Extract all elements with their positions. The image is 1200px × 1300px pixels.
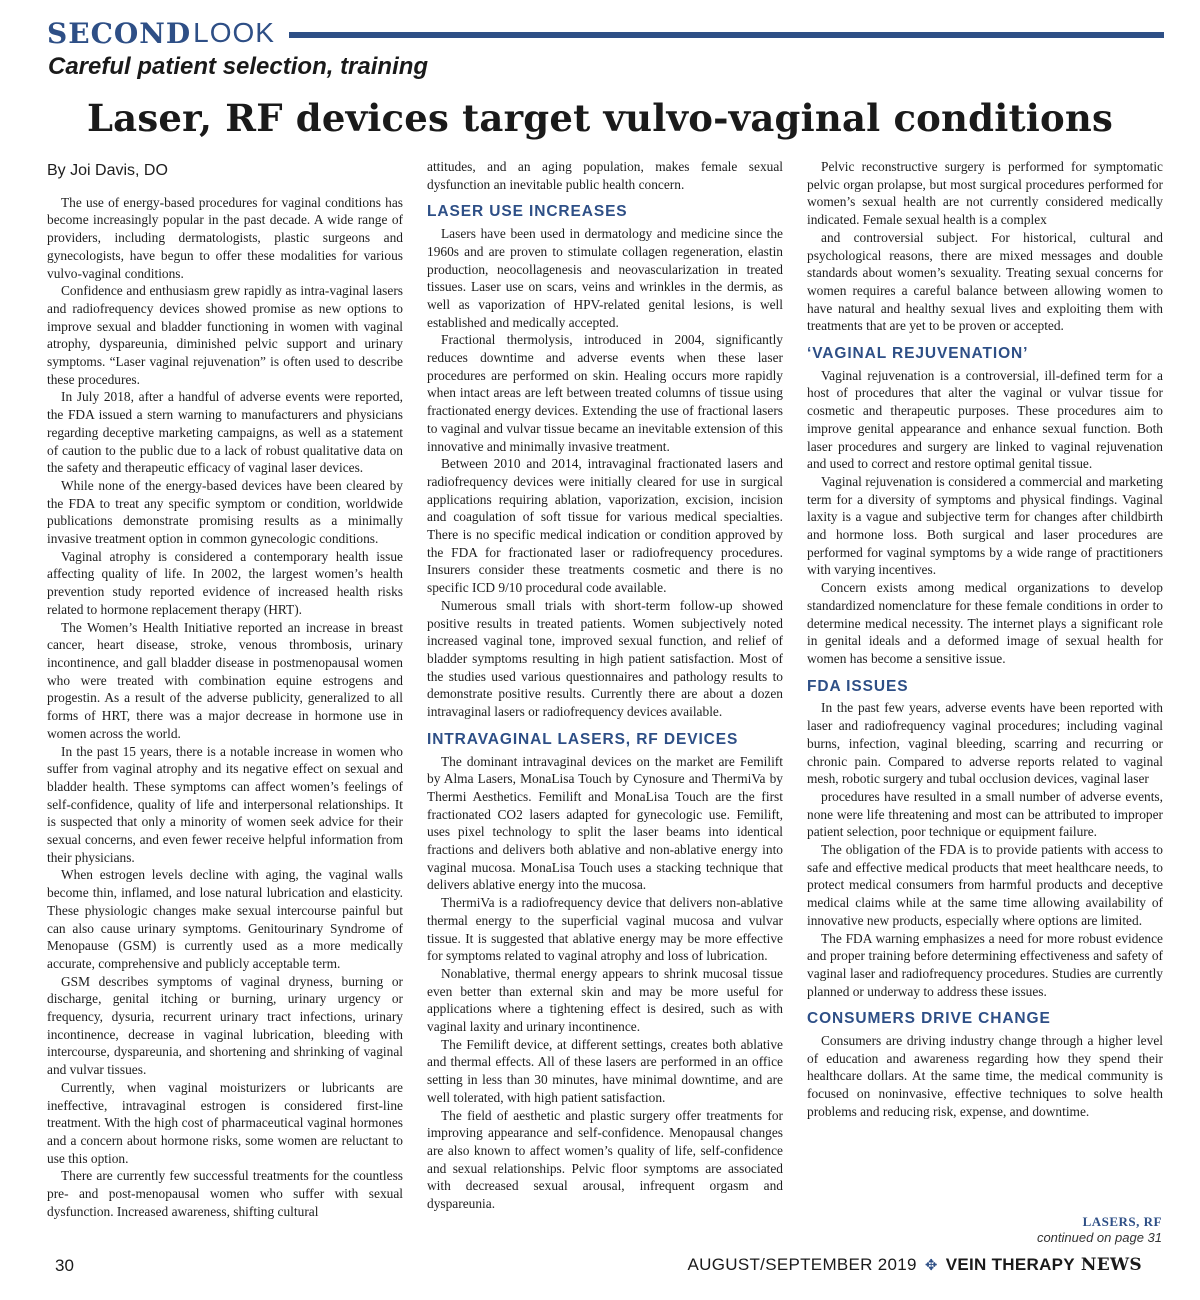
- subhead-vaginal-rejuvenation: ‘VAGINAL REJUVENATION’: [807, 345, 1029, 363]
- paragraph: The dominant intravaginal devices on the market are Femilift by Alma Lasers, MonaLisa Touch by Cynosure and ThermiVa by Thermi Aesthetics. Femilift and MonaLisa Touch are the first fractionated CO2 lasers adapted for gynecologic use. Femilift, uses pixel technology to split the laser beams into identical fractions and delivers both ablative and non-ablative energy into vaginal mucosa. MonaLisa Touch uses a stacking technique that delivers ablative energy into the mucosa.: [427, 753, 783, 893]
- paragraph: Vaginal atrophy is considered a contemporary health issue affecting quality of life. In 2002, the largest women’s health prevention study reported evidence of increased health risks related to hormone replacement therapy (HRT).: [47, 548, 403, 617]
- subhead-laser-use: LASER USE INCREASES: [427, 203, 628, 221]
- paragraph: GSM describes symptoms of vaginal dryness, burning or discharge, genital itching or burning, urinary urgency or frequency, dysuria, recurrent urinary tract infections, urinary incontinence, decrease in vaginal lubrication, bleeding with intercourse, dyspareunia, and shortening and shrinking of vaginal and vulvar tissues.: [47, 973, 403, 1078]
- publication-name: VEIN THERAPY: [945, 1255, 1075, 1274]
- paragraph: Concern exists among medical organizations to develop standardized nomenclature for these female conditions in order to determine medical necessity. The internet plays a significant role in genital ideals and a deformed image of sexual health for women has become a sensitive issue.: [807, 580, 1163, 666]
- subhead-fda-issues: FDA ISSUES: [807, 677, 909, 695]
- issue-date: AUGUST/SEPTEMBER 2019: [687, 1255, 917, 1274]
- subhead-consumers: CONSUMERS DRIVE CHANGE: [807, 1010, 1051, 1028]
- continued-reference: [1037, 1214, 1162, 1246]
- paragraph: Consumers are driving industry change through a higher level of education and awareness regarding how they spend their healthcare dollars. At the same time, the medical community is focused on noninvasive, effective techniques to solve health problems and reducing risk, expense, and downtime.: [807, 1033, 1163, 1119]
- paragraph: Nonablative, thermal energy appears to shrink mucosal tissue even better than external skin and may be more useful for applications where a tightening effect is desired, such as with vaginal laxity and urinary incontinence.: [427, 965, 783, 1035]
- paragraph: and controversial subject. For historical, cultural and psychological reasons, there are mixed messages and double standards about women’s sexuality. Treating sexual concerns for women requires a careful balance between allowing women to have natural and healthy sexual lives and exploiting them with treatments that are yet to be proven or accepted.: [807, 229, 1163, 334]
- paragraph: procedures have resulted in a small number of adverse events, none were life threatening and most can be attributed to improper patient selection, poor technique or equipment failure.: [807, 788, 1163, 840]
- section-header: [47, 16, 1164, 50]
- paragraph: attitudes, and an aging population, makes female sexual dysfunction an inevitable public health concern.: [427, 159, 783, 192]
- paragraph: The field of aesthetic and plastic surgery offer treatments for improving appearance and self-confidence. Menopausal changes are also known to affect women’s quality of life, self-confidence and sexual relationships. Pelvic floor symptoms are associated with decreased sexual arousal, infrequent orgasm and dyspareunia.: [427, 1107, 783, 1212]
- paragraph: The Femilift device, at different settings, creates both ablative and thermal effects. All of these lasers are performed in an office setting in less than 30 minutes, have minimal downtime, and are well tolerated, with high patient satisfaction.: [427, 1036, 783, 1105]
- paragraph: Between 2010 and 2014, intravaginal fractionated lasers and radiofrequency devices were initially cleared for use in surgical applications requiring ablation, vaporization, excision, incision and coagulation of soft tissue for various medical specialties. There is no specific medical indication or condition approved by the FDA for fractionated laser or radiofrequency procedures. Insurers consider these treatments cosmetic and there is no specific ICD 9/10 procedural code available.: [427, 456, 783, 596]
- paragraph: In July 2018, after a handful of adverse events were reported, the FDA issued a stern warning to manufacturers and physicians regarding deceptive marketing campaigns, as well as a statement of caution to the public due to a lack of robust qualitative data on the safety and therapeutic efficacy of vaginal laser devices.: [47, 389, 403, 476]
- paragraph: Vaginal rejuvenation is considered a commercial and marketing term for a diversity of symptoms and physical findings. Vaginal laxity is a vague and subjective term for changes after childbirth and hormone loss. Both surgical and laser procedures are performed for vaginal symptoms by a wide range of practitioners with varying incentives.: [807, 473, 1163, 578]
- paragraph: ThermiVa is a radiofrequency device that delivers non-ablative thermal energy to the superficial vaginal mucosa and vulvar tissue. It is suggested that ablative energy may be more effective for symptoms related to vaginal atrophy and loss of lubrication.: [427, 895, 783, 964]
- paragraph: In the past few years, adverse events have been reported with laser and radiofrequency vaginal procedures; including vaginal burns, infection, vaginal bleeding, scarring and recurring or chronic pain. Compared to adverse reports related to vaginal mesh, robotic surgery and tubal occlusion devices, vaginal laser: [807, 700, 1163, 787]
- article-column-2: [427, 158, 783, 1248]
- header-rule: [289, 32, 1164, 38]
- paragraph: Confidence and enthusiasm grew rapidly as intra-vaginal lasers and radiofrequency devices showed promise as new options to improve sexual and bladder functioning in women with vaginal atrophy, dyspareunia, diminished pelvic support and urinary symptoms. “Laser vaginal rejuvenation” is often used to describe these procedures.: [47, 283, 403, 387]
- subhead-intravaginal: INTRAVAGINAL LASERS, RF DEVICES: [427, 730, 739, 748]
- page-number: 30: [55, 1256, 74, 1275]
- ornament-icon: ✥: [924, 1257, 938, 1274]
- kicker: Careful patient selection, training: [48, 53, 429, 80]
- article-column-1: [47, 158, 403, 1248]
- paragraph: The FDA warning emphasizes a need for more robust evidence and proper training before determining effectiveness and safety of vaginal laser and radiofrequency procedures. Studies are currently planned or underway to address these issues.: [807, 930, 1163, 999]
- paragraph: Numerous small trials with short-term follow-up showed positive results in treated patients. Women subjectively noted increased vaginal tone, improved sexual function, and relief of bladder symptoms resulting in high patient satisfaction. Most of the studies used various questionnaires and pathology results to demonstrate positive results. Currently there are about a dozen intravaginal lasers or radiofrequency devices available.: [427, 597, 783, 720]
- paragraph: When estrogen levels decline with aging, the vaginal walls become thin, inflamed, and lose natural lubrication and elasticity. These physiologic changes make sexual intercourse painful but can also cause urinary symptoms. Genitourinary Syndrome of Menopause (GSM) is currently used as a more medically accurate, comprehensive and publicly acceptable term.: [47, 867, 403, 971]
- byline: By Joi Davis, DO: [47, 162, 168, 179]
- continued-text: continued on page 31: [1036, 1230, 1162, 1245]
- paragraph: The obligation of the FDA is to provide patients with access to safe and effective medical products that meet healthcare needs, to protect medical consumers from harmful products and deceptive medical claims while at the same time allowing availability of innovative new products, especially where options are limited.: [807, 842, 1163, 928]
- section-label-bold: SECOND: [47, 16, 192, 50]
- paragraph: Fractional thermolysis, introduced in 2004, significantly reduces downtime and adverse events when these laser procedures are performed on skin. Healing occurs more rapidly when intact areas are left between treated columns of tissue using fractionated energy devices. Extending the use of fractional lasers to vaginal and vulvar tissue became an inevitable extension of this innovative and minimally invasive treatment.: [427, 332, 783, 454]
- paragraph: Pelvic reconstructive surgery is performed for symptomatic pelvic organ prolapse, but most surgical procedures performed for women’s sexual health are not currently considered medically indicated. Female sexual health is a complex: [807, 159, 1163, 228]
- publication-name-news: NEWS: [1080, 1255, 1142, 1275]
- paragraph: There are currently few successful treatments for the countless pre- and post-menopausal women who suffer with sexual dysfunction. Increased awareness, shifting cultural: [47, 1168, 403, 1219]
- headline: Laser, RF devices target vulvo-vaginal conditions: [86, 96, 1114, 140]
- section-label-light: LOOK: [193, 17, 275, 48]
- article-column-3: [807, 158, 1163, 1248]
- paragraph: Lasers have been used in dermatology and medicine since the 1960s and are proven to stimulate collagen regeneration, elastin production, neocollagenesis and neovascularization in treated tissues. Laser use on scars, veins and wrinkles in the dermis, as well as vaporization of HPV-related genital lesions, is well established and medically accepted.: [427, 226, 783, 330]
- paragraph: Vaginal rejuvenation is a controversial, ill-defined term for a host of procedures that alter the vaginal or vulvar tissue for cosmetic and therapeutic purposes. These procedures aim to improve genital appearance and enhance sexual function. Both laser procedures and surgery are linked to vaginal rejuvenation and used to correct and restore optimal genital tissue.: [807, 367, 1163, 472]
- paragraph: The Women’s Health Initiative reported an increase in breast cancer, heart disease, stroke, venous thrombosis, urinary incontinence, and gall bladder disease in postmenopausal women who were treated with combination equine estrogens and progestin. As a result of the adverse publicity, generalized to all forms of HRT, there was a major decrease in hormone use in women across the world.: [47, 619, 403, 741]
- paragraph: The use of energy-based procedures for vaginal conditions has become increasingly popular in the past decade. A wide range of providers, including dermatologists, plastic surgeons and gynecologists, have begun to offer these modalities for various vulvo-vaginal conditions.: [47, 194, 403, 281]
- paragraph: Currently, when vaginal moisturizers or lubricants are ineffective, intravaginal estrogen is considered first-line treatment. With the high cost of pharmaceutical vaginal hormones and a concern about hormone risks, some women are reluctant to use this option.: [47, 1079, 403, 1166]
- paragraph: In the past 15 years, there is a notable increase in women who suffer from vaginal atrophy and its negative effect on sexual and bladder health. These symptoms can affect women’s feelings of self-confidence, quality of life and interpersonal relationships. It is suspected that only a minority of women seek advice for their sexual concerns, and even fewer receive helpful information from their physicians.: [47, 743, 403, 865]
- footer-publication: [688, 1255, 1142, 1275]
- paragraph: While none of the energy-based devices have been cleared by the FDA to treat any specific symptom or condition, worldwide publications demonstrate promising results as a minimally invasive treatment option in common gynecologic conditions.: [47, 477, 403, 547]
- continued-tag: LASERS, RF: [1082, 1214, 1162, 1229]
